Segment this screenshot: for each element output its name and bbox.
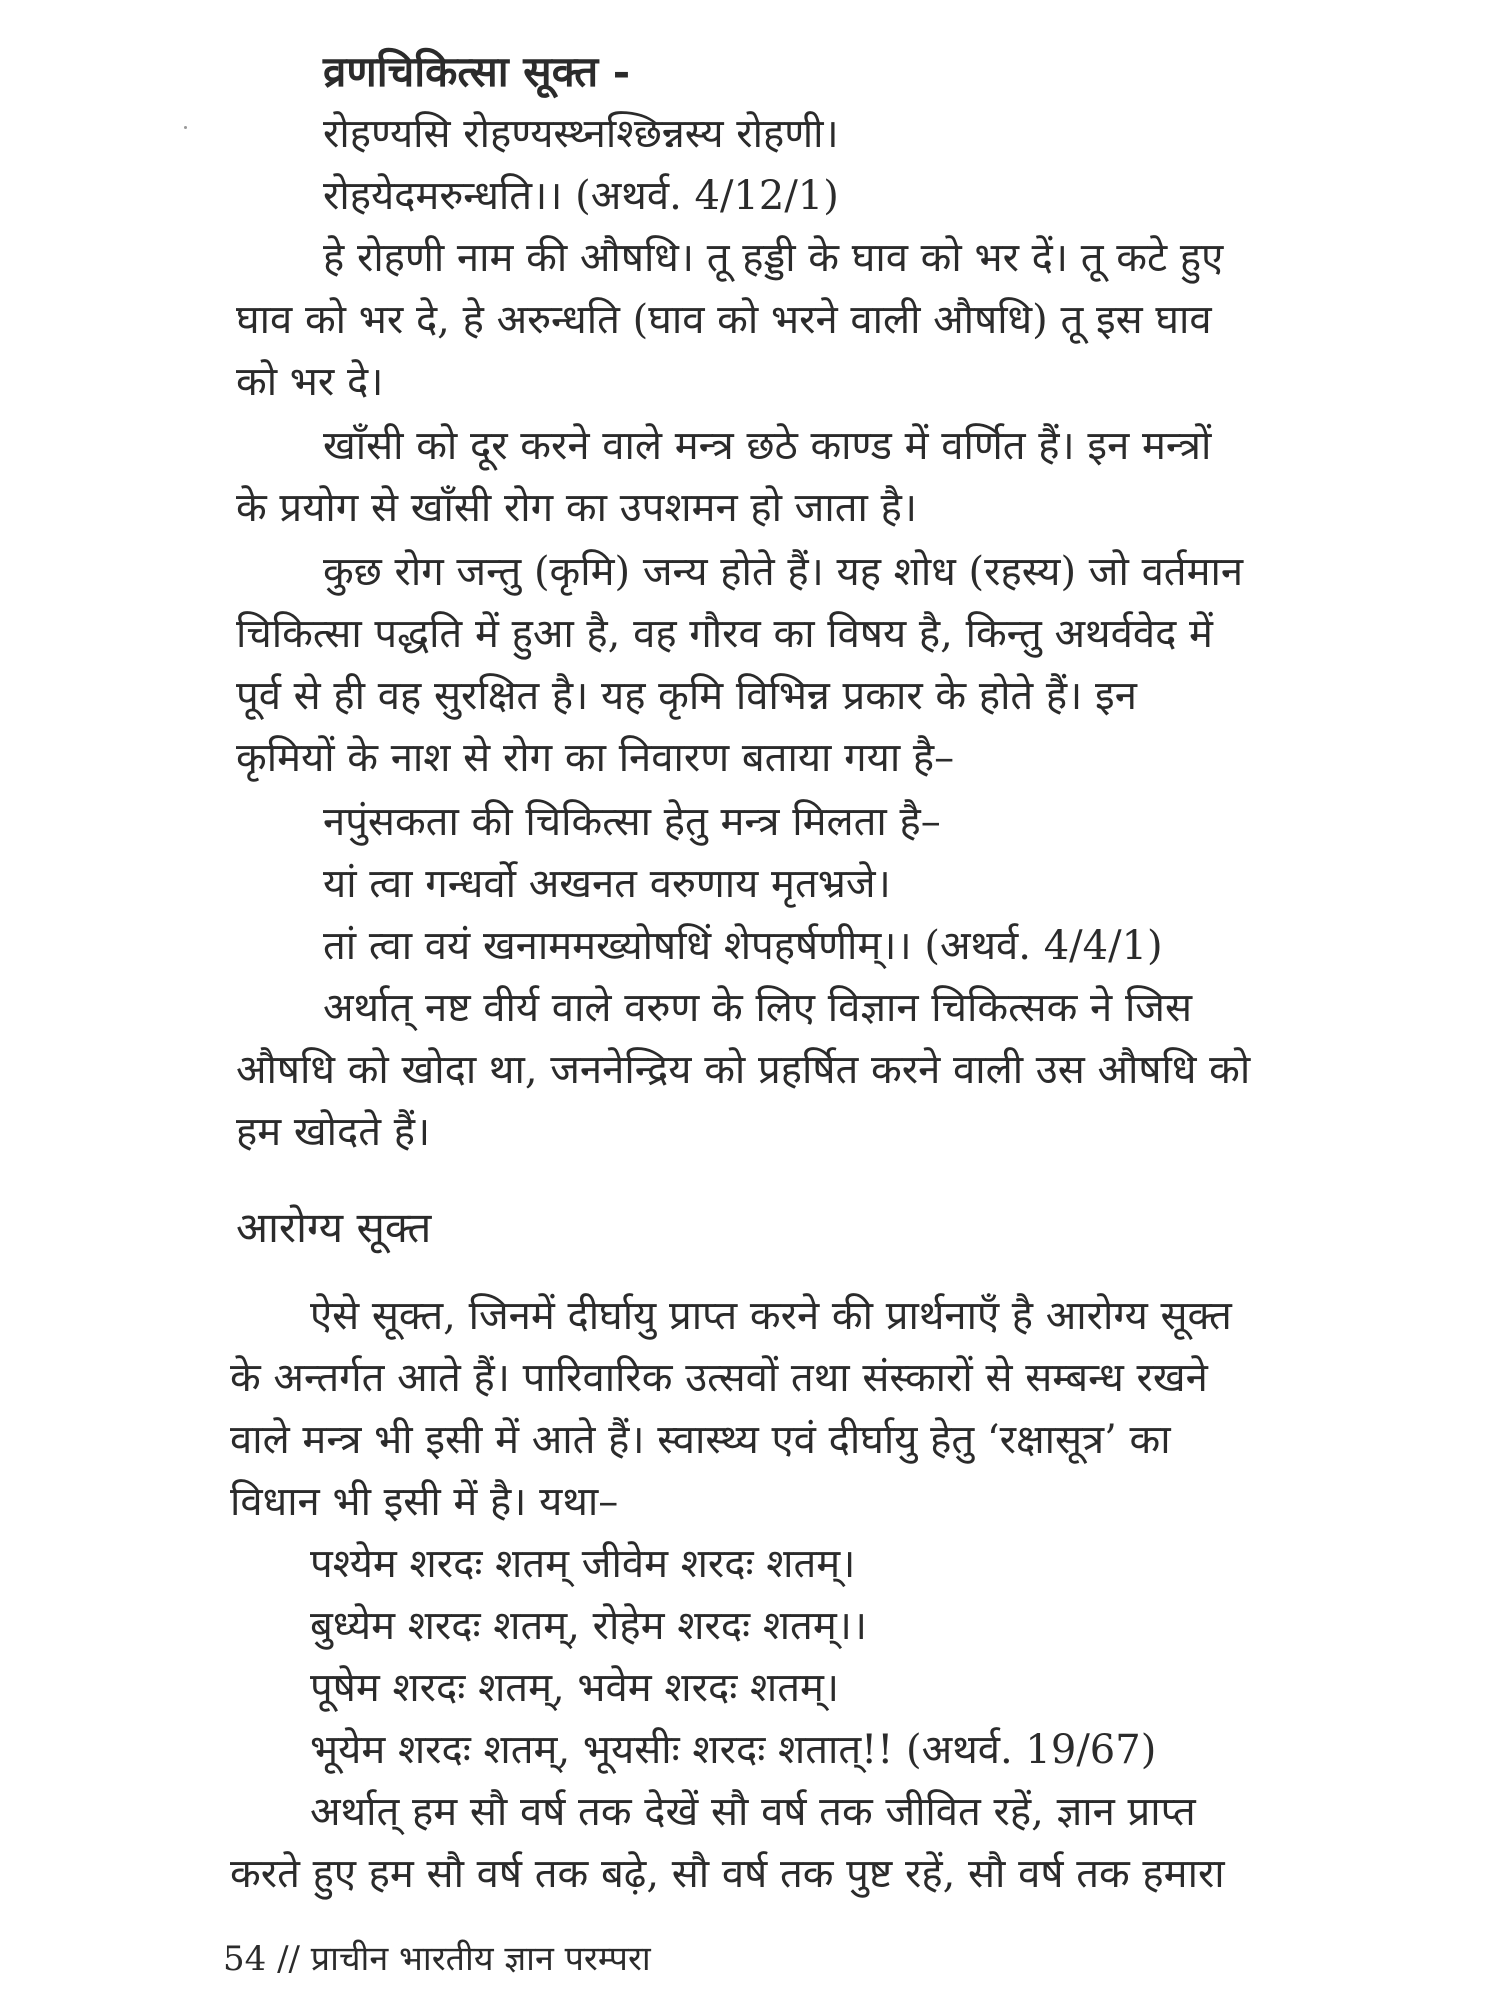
paragraph-line: करते हुए हम सौ वर्ष तक बढ़े, सौ वर्ष तक पुष्ट रहें, सौ वर्ष तक हमारा <box>230 1851 1225 1897</box>
paragraph-line: कुछ रोग जन्तु (कृमि) जन्य होते हैं। यह शोध (रहस्य) जो वर्तमान <box>323 549 1244 595</box>
verse-line: तां त्वा वयं खनाममख्योषधिं शेपहर्षणीम्।। (अथर्व. 4/4/1) <box>323 923 1163 969</box>
mantra-line: पूषेम शरदः शतम्, भवेम शरदः शतम्। <box>310 1665 840 1711</box>
page-footer: 54 // प्राचीन भारतीय ज्ञान परम्परा <box>223 1939 651 1979</box>
paragraph-line: घाव को भर दे, हे अरुन्धति (घाव को भरने वाली औषधि) तू इस घाव <box>236 297 1212 343</box>
mantra-line: रोहण्यसि रोहण्यस्थ्नश्छिन्नस्य रोहणी। <box>323 111 839 157</box>
paragraph-line: चिकित्सा पद्धति में हुआ है, वह गौरव का विषय है, किन्तु अथर्ववेद में <box>236 611 1213 657</box>
mantra-line: भूयेम शरदः शतम्, भूयसीः शरदः शतात्!! (अथर्व. 19/67) <box>310 1727 1157 1773</box>
paragraph-line: औषधि को खोदा था, जननेन्द्रिय को प्रहर्षित करने वाली उस औषधि को <box>236 1047 1251 1093</box>
paragraph-line: को भर दे। <box>236 359 384 405</box>
paragraph-line: ऐसे सूक्त, जिनमें दीर्घायु प्राप्त करने की प्रार्थनाएँ है आरोग्य सूक्त <box>310 1293 1232 1339</box>
paragraph-line: के प्रयोग से खाँसी रोग का उपशमन हो जाता है। <box>236 485 917 531</box>
mantra-line: पश्येम शरदः शतम् जीवेम शरदः शतम्। <box>310 1541 856 1587</box>
paragraph-line: अर्थात् नष्ट वीर्य वाले वरुण के लिए विज्ञान चिकित्सक ने जिस <box>323 985 1193 1031</box>
paragraph-line: पूर्व से ही वह सुरक्षित है। यह कृमि विभिन्न प्रकार के होते हैं। इन <box>236 673 1137 719</box>
mantra-line: बुध्येम शरदः शतम्, रोहेम शरदः शतम्।। <box>310 1603 868 1649</box>
paragraph-line: कृमियों के नाश से रोग का निवारण बताया गया है– <box>236 735 955 781</box>
paragraph-line: खाँसी को दूर करने वाले मन्त्र छठे काण्ड में वर्णित हैं। इन मन्त्रों <box>323 423 1212 469</box>
paragraph-line: हम खोदते हैं। <box>236 1109 431 1155</box>
section-heading-vranachikitsa: व्रणचिकित्सा सूक्त - <box>323 47 631 96</box>
scan-speck <box>184 126 187 129</box>
verse-line: नपुंसकता की चिकित्सा हेतु मन्त्र मिलता है– <box>323 799 941 845</box>
section-heading-arogya: आरोग्य सूक्त <box>236 1203 432 1252</box>
paragraph-line: के अन्तर्गत आते हैं। पारिवारिक उत्सवों तथा संस्कारों से सम्बन्ध रखने <box>230 1355 1208 1401</box>
verse-line: यां त्वा गन्धर्वो अखनत वरुणाय मृतभ्रजे। <box>323 861 891 907</box>
mantra-line: रोहयेदमरुन्धति।। (अथर्व. 4/12/1) <box>323 173 839 219</box>
paragraph-line: अर्थात् हम सौ वर्ष तक देखें सौ वर्ष तक जीवित रहें, ज्ञान प्राप्त <box>310 1789 1196 1835</box>
paragraph-line: विधान भी इसी में है। यथा– <box>230 1479 619 1525</box>
paragraph-line: हे रोहणी नाम की औषधि। तू हड्डी के घाव को भर दें। तू कटे हुए <box>323 235 1224 281</box>
paragraph-line: वाले मन्त्र भी इसी में आते हैं। स्वास्थ्य एवं दीर्घायु हेतु ‘रक्षासूत्र’ का <box>230 1417 1171 1463</box>
